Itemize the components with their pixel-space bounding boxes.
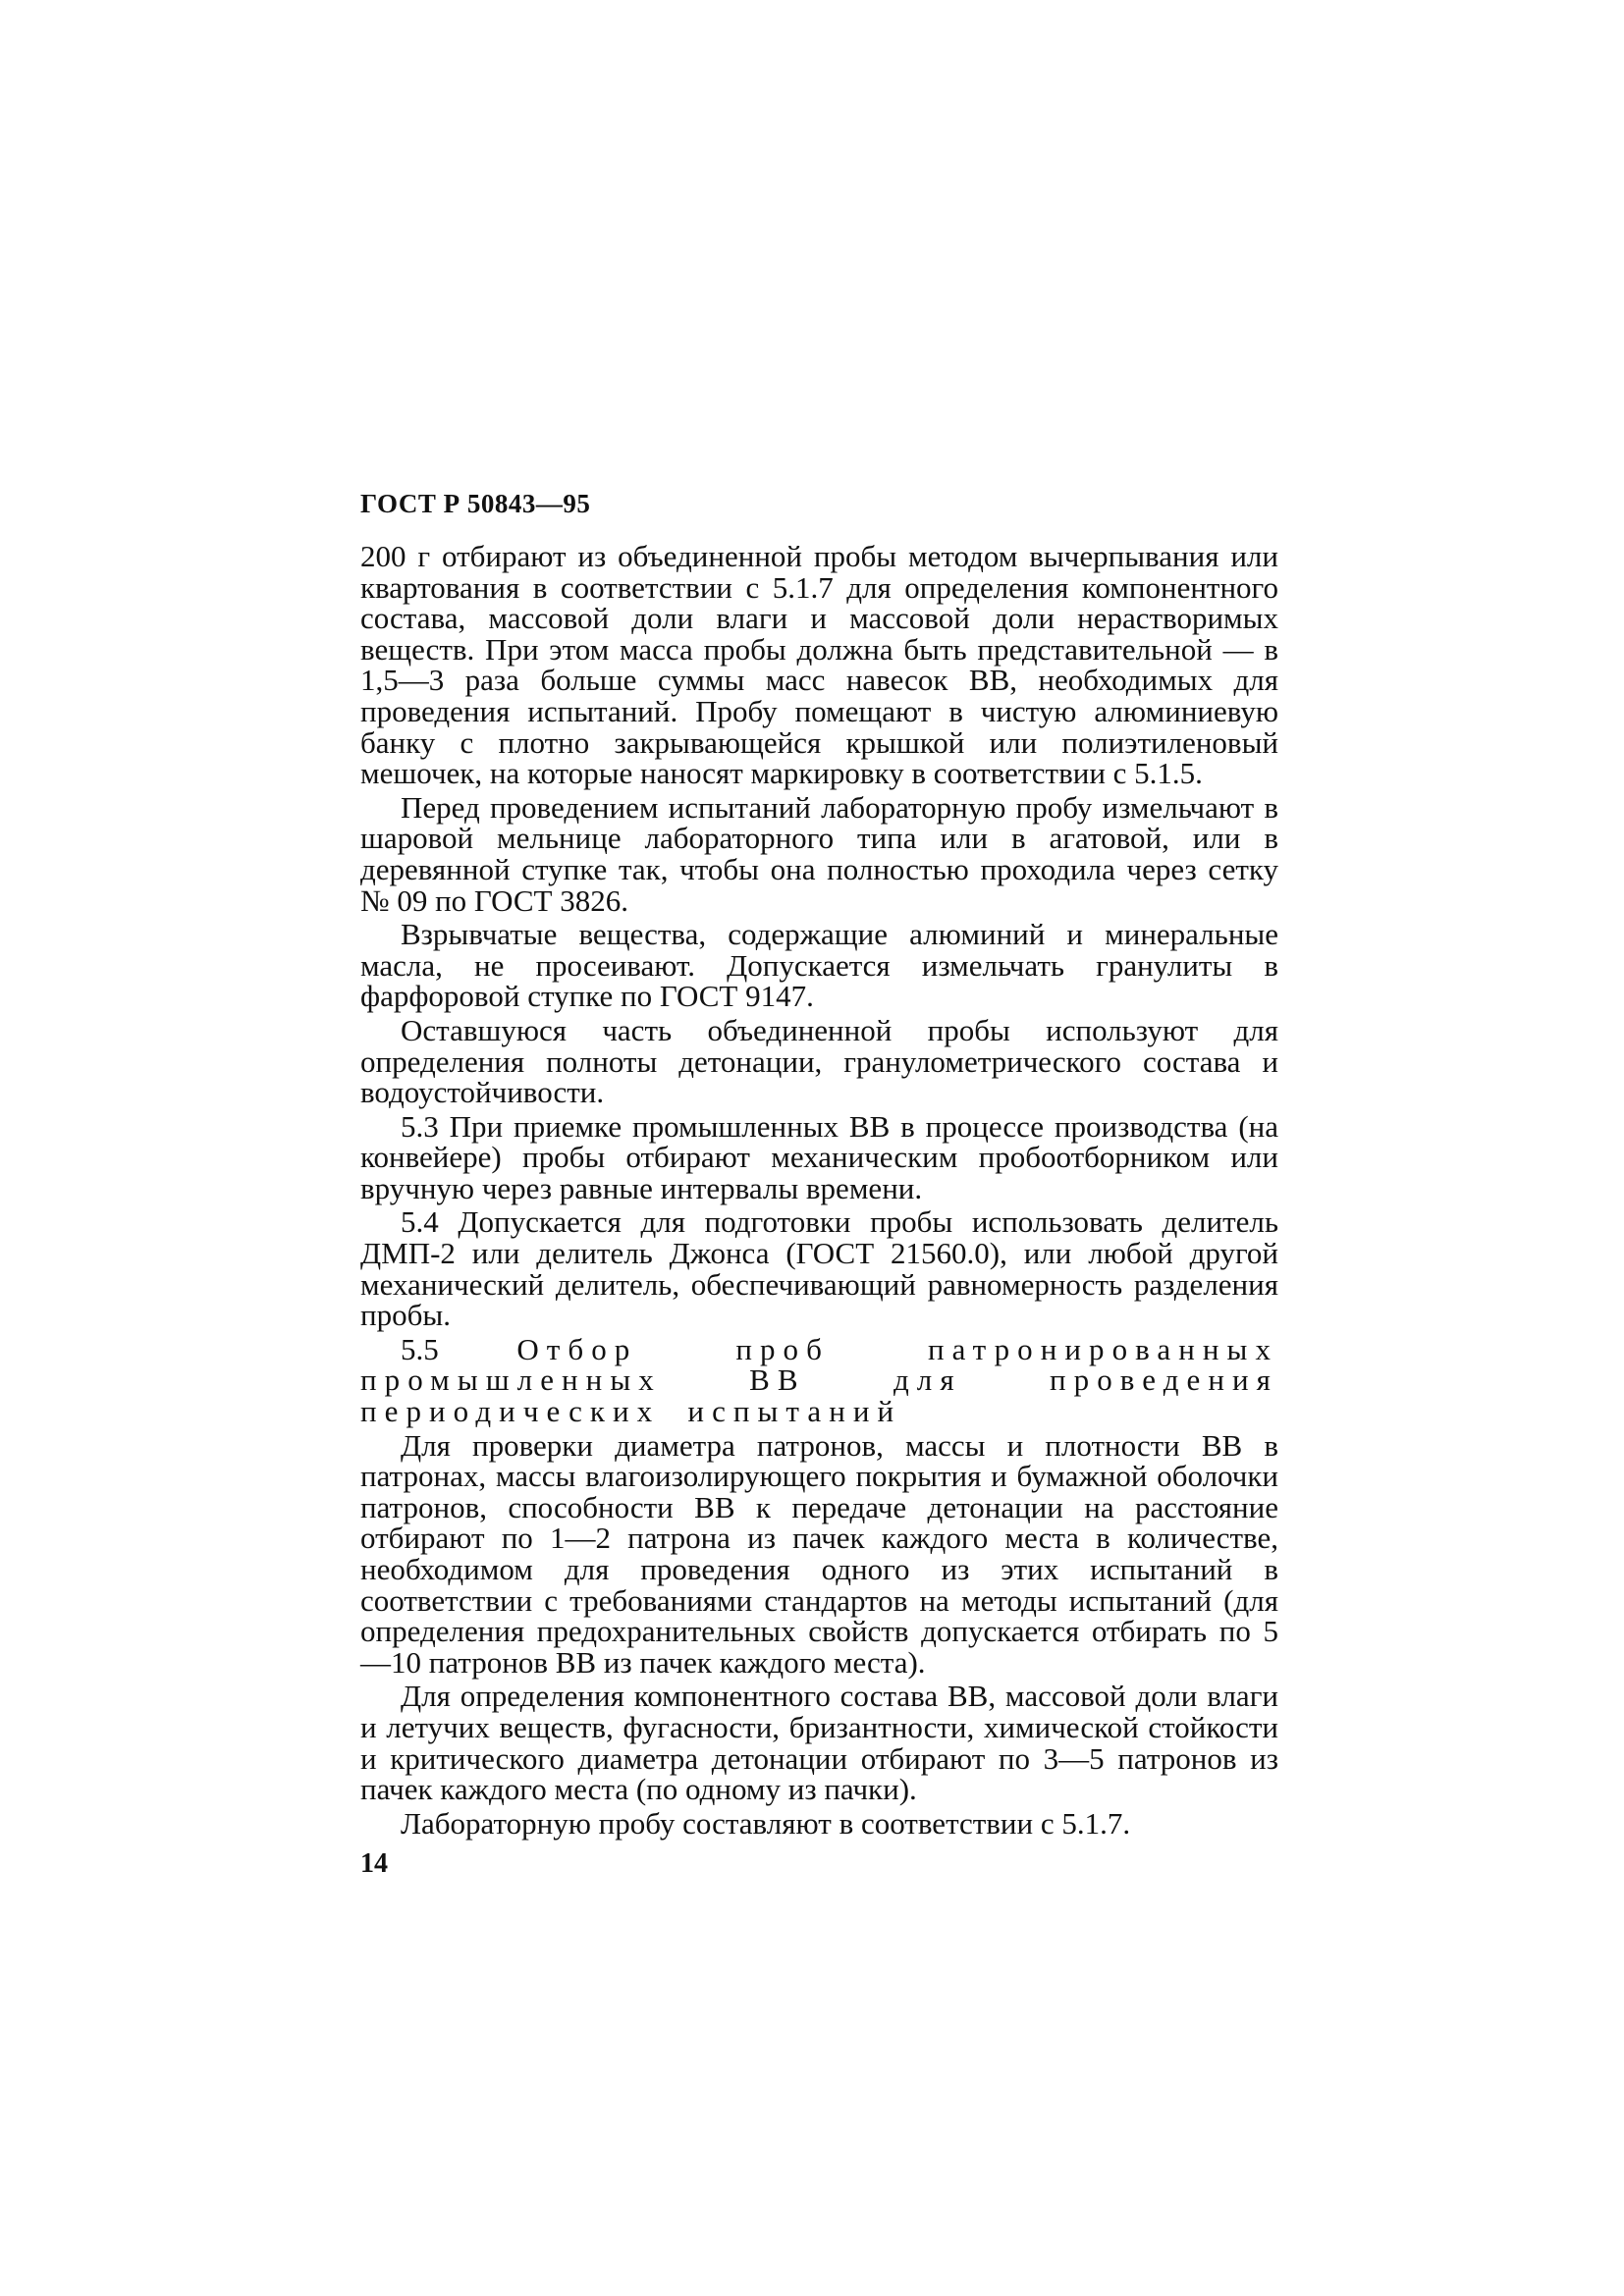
paragraph-grinding: Перед проведением испытаний лабораторную пробу измельчают в шаровой мельнице лабораторного типа или в агатовой, или в деревянной ступке так, чтобы она полностью проходила через сетку № 09 по ГОСТ 3826. — [360, 789, 1278, 918]
paragraph-component-composition: Для определения компонентного состава ВВ, массовой доли влаги и летучих веществ, фугасности, бризантности, химической стойкости и критического диаметра детонации отбирают по 3—5 патронов из пачек каждого места (по одному из пачки). — [360, 1679, 1278, 1807]
paragraph-5-3: 5.3 При приемке промышленных ВВ в процессе производства (на конвейере) пробы отбирают механическим пробоотборником или вручную через равные интервалы времени. — [360, 1108, 1278, 1205]
paragraph-aluminium: Взрывчатые вещества, содержащие алюминий и минеральные масла, не просеивают. Допускается измельчать гранулиты в фарфоровой ступке по ГОСТ 9147. — [360, 917, 1278, 1014]
paragraph-lab-sample: Лабораторную пробу составляют в соответствии с 5.1.7. — [401, 1805, 1131, 1841]
paragraph-remaining-sample: Оставшуюся часть объединенной пробы используют для определения полноты детонации, гранулометрического состава и водоустойчивости. — [360, 1012, 1278, 1110]
document-header: ГОСТ Р 50843—95 — [360, 489, 591, 518]
section-5-5-number: 5.5 — [401, 1331, 439, 1366]
paragraph-sample-preparation: 200 г отбирают из объединенной пробы методом вычерпывания или квартования в соответствии с 5.1.7 для определения компонентного состава, массовой доли влаги и массовой доли нерастворимых веществ. При этом масса пробы должна быть представительной — в 1,5—3 раза больше суммы масс навесок ВВ, необходимых для проведения испытаний. Пробу помещают в чистую алюминиевую банку с плотно закрывающейся крышкой или полиэтиленовый мешочек, на которые наносят маркировку в соответствии с 5.1.5. — [360, 539, 1278, 791]
paragraph-cartridge-check: Для проверки диаметра патронов, массы и плотности ВВ в патронах, массы влагоизолирующего покрытия и бумажной оболочки патронов, способности ВВ к передаче детонации на расстояние отбирают по 1—2 патрона из пачек каждого места в количестве, необходимом для проведения одного из этих испытаний в соответствии с требованиями стандартов на методы испытаний (для определения предохранительных свойств допускается отбирать по 5—10 патронов ВВ из пачек каждого места). — [360, 1427, 1278, 1680]
section-5-5-heading — [360, 1331, 1279, 1429]
document-page — [360, 489, 1278, 1880]
paragraph-5-4: 5.4 Допускается для подготовки пробы использовать делитель ДМП-2 или делитель Джонса (ГОСТ 21560.0), или любой другой механический делитель, обеспечивающий равномерность разделения пробы. — [360, 1204, 1278, 1333]
page-number: 14 — [360, 1848, 388, 1880]
section-5-5-title: Отбор проб патронированных промышленных ВВ для проведения периодических испытаний — [360, 1331, 1279, 1429]
